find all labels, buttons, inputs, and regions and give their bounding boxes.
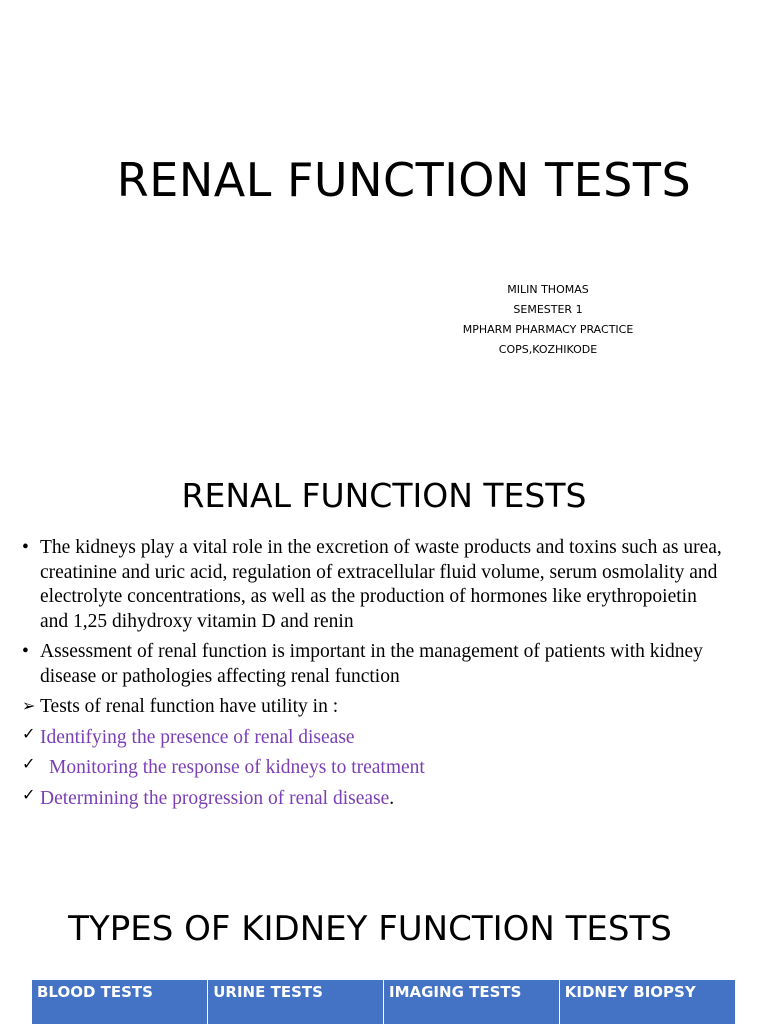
- title-slide: [0, 0, 768, 448]
- slide-body: [22, 536, 722, 817]
- author-block: [438, 280, 658, 360]
- table-header-kidney-biopsy: KIDNEY BIOPSY: [559, 980, 735, 1024]
- check-item: [22, 787, 722, 812]
- table-header-imaging-tests: IMAGING TESTS: [384, 980, 560, 1024]
- checkmark-icon: ✓: [22, 786, 36, 804]
- arrow-text: Tests of renal function have utility in :: [40, 696, 339, 717]
- author-name: MILIN THOMAS: [507, 283, 589, 296]
- bullet-item: [22, 640, 722, 689]
- check-text: Identifying the presence of renal disease: [40, 726, 355, 748]
- bullet-item: [22, 536, 722, 634]
- table-header-row: [32, 980, 735, 1024]
- bullet-icon: •: [22, 537, 29, 558]
- author-program: MPHARM PHARMACY PRACTICE: [462, 323, 634, 336]
- kidney-tests-table: [32, 980, 735, 1024]
- author-semester: SEMESTER 1: [513, 303, 583, 316]
- check-text: Determining the progression of renal disease: [40, 787, 390, 809]
- slide-title: RENAL FUNCTION TESTS: [181, 476, 587, 515]
- check-item: [22, 726, 722, 751]
- check-text: Monitoring the response of kidneys to treatment: [49, 757, 425, 778]
- content-slide: [0, 448, 768, 880]
- table-header-blood-tests: BLOOD TESTS: [32, 980, 208, 1024]
- check-trailing-period: .: [389, 787, 395, 809]
- types-slide: [0, 880, 768, 1024]
- check-item: [22, 756, 722, 781]
- table-header-urine-tests: URINE TESTS: [208, 980, 384, 1024]
- author-college: COPS,KOZHIKODE: [498, 343, 598, 356]
- bullet-text: The kidneys play a vital role in the excretion of waste products and toxins such as urea, creatinine and uric acid, regulation of extracellular fluid volume, serum osmolality and electrolyte concentrations, as well as the production of hormones like erythropoietin and 1,25 dihydroxy vitamin D and renin: [40, 537, 722, 632]
- slide-title: TYPES OF KIDNEY FUNCTION TESTS: [68, 909, 672, 949]
- checkmark-icon: ✓: [22, 756, 36, 773]
- arrow-item: [22, 695, 722, 720]
- checkmark-icon: ✓: [22, 725, 36, 743]
- bullet-text: Assessment of renal function is important in the management of patients with kidney disease or pathologies affecting renal function: [40, 641, 703, 687]
- arrow-icon: ➢: [22, 698, 36, 715]
- bullet-icon: •: [22, 641, 29, 662]
- slide-title: RENAL FUNCTION TESTS: [116, 153, 692, 207]
